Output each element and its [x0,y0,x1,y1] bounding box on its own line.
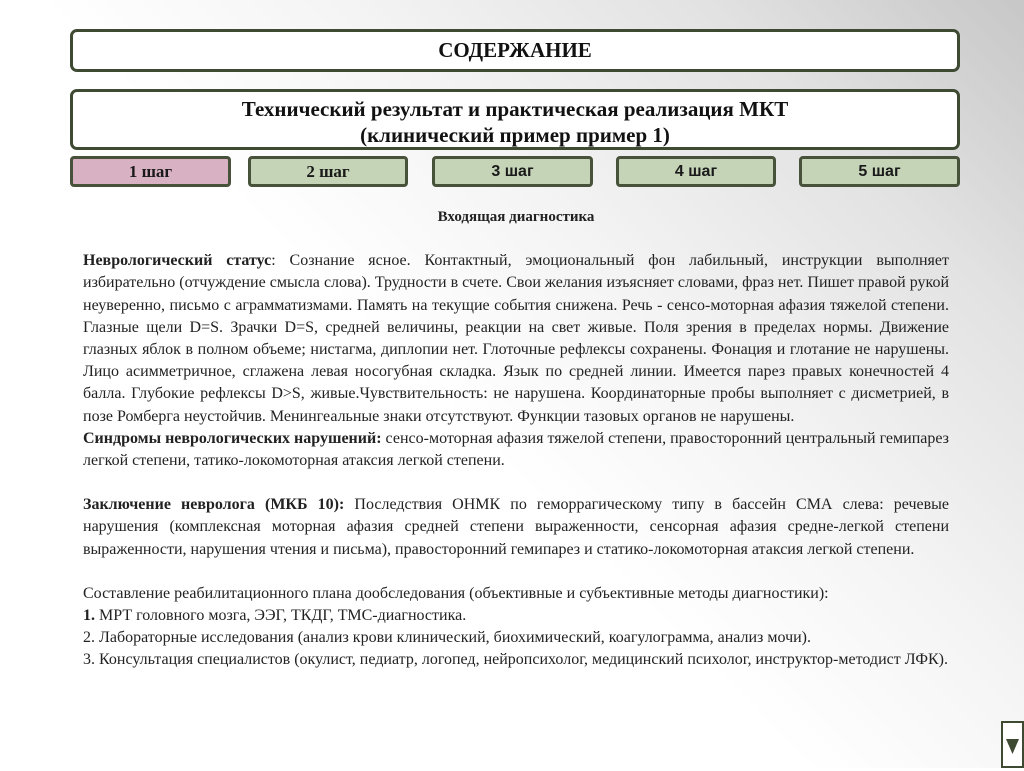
plan-item-1 [83,605,949,627]
plan-intro: Составление реабилитационного плана дообследования (объективные и субъективные методы диагностики): [83,584,829,602]
plan-item-text: Лабораторные исследования (анализ крови клинический, биохимический, коагулограмма, анализ мочи). [95,629,812,647]
plan-item-text: МРТ головного мозга, ЭЭГ, ТКДГ, ТМС-диагностика. [95,607,467,625]
syndromes-paragraph [83,428,949,472]
conclusion-text: Последствия ОНМК по геморрагическому типу в бассейн СМА слева: речевые нарушения (комплексная моторная афазия средней степени выраженности, сенсорная афазия средне-легкой степени выраженности, нарушения чтения и письма), правосторонний гемипарез и статико-локомоторная атаксия легкой степени. [83,496,949,558]
plan-item-number: 3. [83,651,95,669]
next-slide-button[interactable] [1001,721,1024,768]
plan-item-number: 2. [83,629,95,647]
neuro-status-paragraph [83,250,949,428]
subtitle-line-1: Технический результат и практическая реализация МКТ [241,97,789,121]
conclusion-label: Заключение невролога (МКБ 10): [83,496,345,514]
plan-item-text: Консультация специалистов (окулист, педиатр, логопед, нейропсихолог, медицинский психолог, инструктор-методист ЛФК). [95,651,948,669]
syndromes-label: Синдромы неврологических нарушений: [83,429,382,447]
neuro-status-label: Неврологический статус [83,252,272,270]
subtitle-line-2: (клинический пример пример 1) [360,123,670,147]
step-4-button[interactable]: 4 шаг [616,156,776,187]
page-title: СОДЕРЖАНИЕ [70,29,960,72]
conclusion-paragraph [83,494,949,561]
step-2-button[interactable]: 2 шаг [248,156,408,187]
plan-item-number: 1. [83,607,95,625]
page-subtitle [70,89,960,150]
section-title: Входящая диагностика [437,209,595,225]
neuro-status-text: : Сознание ясное. Контактный, эмоциональный фон лабильный, инструкции выполняет избирательно (отчуждение смысла слова). Трудности в счете. Свои желания изъясняет словами, фраз нет. Пишет правой рукой неуверенно, письмо с аграмматизмами. Память на текущие события снижена. Речь - сенсо-моторная афазия тяжелой степени. Глазные щели D=S. Зрачки D=S, средней величины, реакции на свет живые. Поля зрения в пределах нормы. Движение глазных яблок в полном объеме; нистагма, диплопии нет. Глоточные рефлексы сохранены. Фонация и глотание не нарушены. Лицо асимметричное, сглажена левая носогубная складка. Язык по средней линии. Имеется парез правых конечностей 4 балла. Глубокие рефлексы D>S, живые.Чувствительность: не нарушена. Координаторные пробы выполняет с дисметрией, в позе Ромберга неустойчив. Менингеальные знаки отсутствуют. Функции тазовых органов не нарушены. [83,252,949,425]
content-body [83,206,949,672]
step-1-button[interactable]: 1 шаг [70,156,231,187]
step-3-button[interactable]: 3 шаг [432,156,593,187]
plan-item-2 [83,627,949,649]
triangle-down-icon [1003,723,1022,766]
plan-item-3 [83,649,949,671]
syndromes-text: сенсо-моторная афазия тяжелой степени, правосторонний центральный гемипарез легкой степени, татико-локомоторная атаксия легкой степени. [83,429,949,470]
step-5-button[interactable]: 5 шаг [799,156,960,187]
